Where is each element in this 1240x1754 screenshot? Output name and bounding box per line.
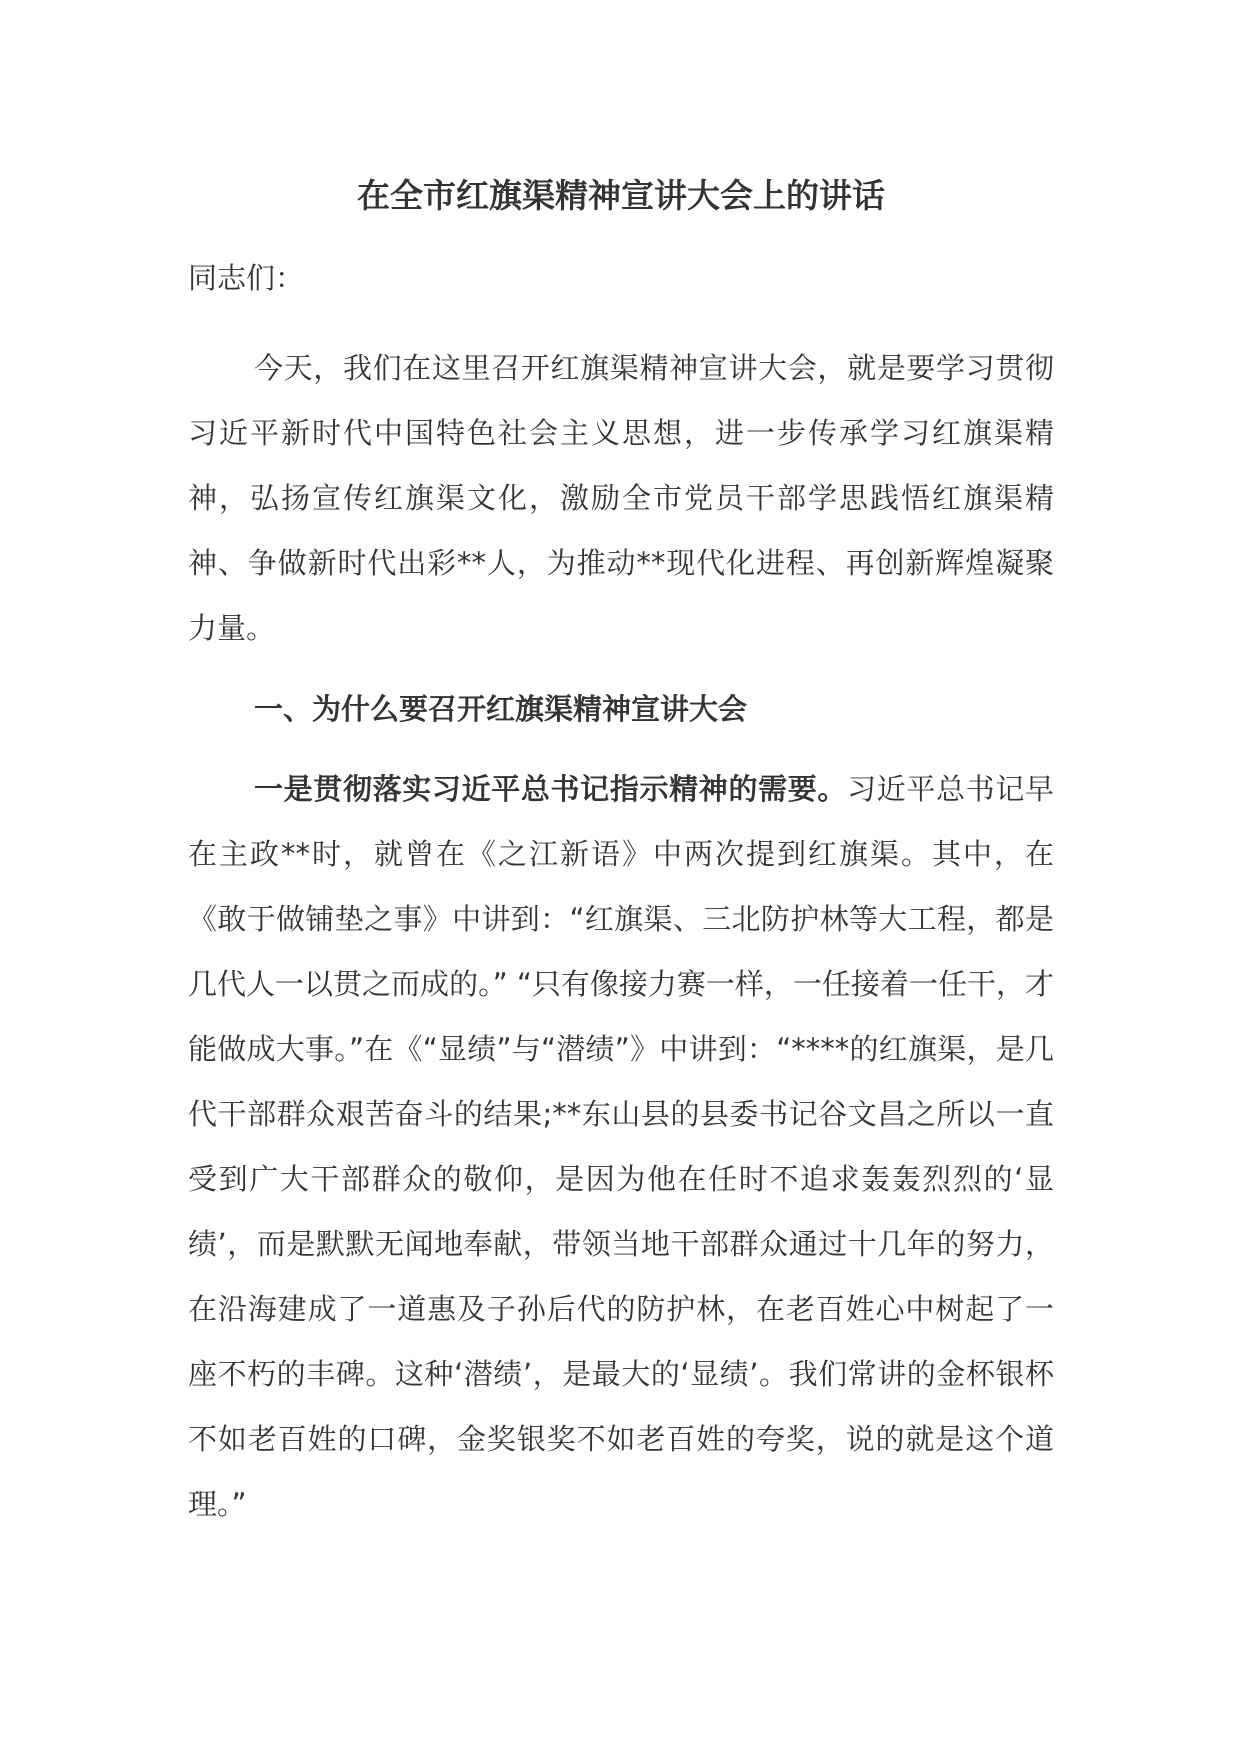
salutation: 同志们：: [188, 261, 305, 295]
point-1-paragraph: [188, 757, 1054, 1537]
point-1-body: 习近平总书记早在主政**时，就曾在《之江新语》中两次提到红旗渠。其中，在《敢于做铺垫之事》中讲到：“红旗渠、三北防护林等大工程，都是几代人一以贯之而成的。” “只有像接力赛一样，一任接着一任干，才能做成大事。”在《“显绩”与“潜绩”》中讲到：“****的红旗渠，是几代干部群众艰苦奋斗的结果;**东山县的县委书记谷文昌之所以一直受到广大干部群众的敬仰，是因为他在任时不追求轰轰烈烈的‘显绩’，而是默默无闻地奉献，带领当地干部群众通过十几年的努力，在沿海建成了一道惠及子孙后代的防护林，在老百姓心中树起了一座不朽的丰碑。这种‘潜绩’，是最大的‘显绩’。我们常讲的金杯银杯不如老百姓的口碑，金奖银奖不如老百姓的夸奖，说的就是这个道理。”: [188, 772, 1054, 1521]
point-1-lead: 一是贯彻落实习近平总书记指示精神的需要。: [254, 772, 848, 806]
document-title: 在全市红旗渠精神宣讲大会上的讲话: [357, 176, 885, 215]
intro-paragraph: 今天，我们在这里召开红旗渠精神宣讲大会，就是要学习贯彻习近平新时代中国特色社会主义思想，进一步传承学习红旗渠精神，弘扬宣传红旗渠文化，激励全市党员干部学思践悟红旗渠精神、争做新时代出彩**人，为推动**现代化进程、再创新辉煌凝聚力量。: [188, 351, 1054, 645]
section-heading-1: 一、为什么要召开红旗渠精神宣讲大会: [254, 692, 748, 726]
document-body: [188, 168, 1054, 1537]
